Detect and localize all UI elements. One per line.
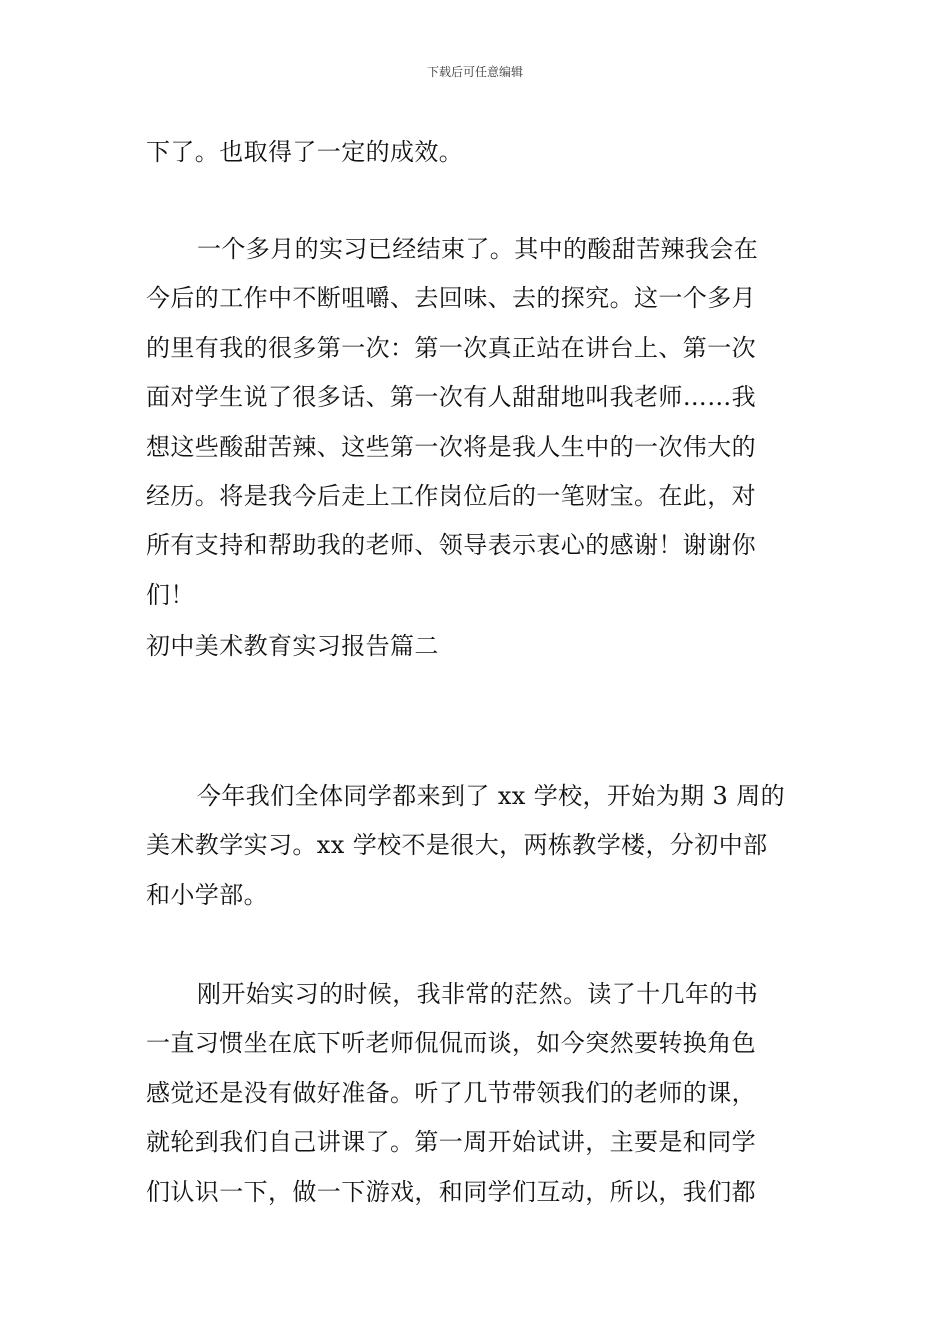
- page-header-note: 下载后可任意编辑: [426, 65, 523, 79]
- paragraph-internship-reflection: 一个多月的实习已经结束了。其中的酸甜苦辣我会在 今后的工作中不断咀嚼、去回味、去的探究。这一个多月 的里有我的很多第一次：第一次真正站在讲台上、第一次 面对学生说了很多话、第一次有人甜甜地叫我老师……我 想这些酸甜苦辣、这些第一次将是我人生中的一次伟大的 经历。将是我今后走上工作岗位后的一笔财宝。在此，对 所有支持和帮助我的老师、领导表示衷心的感谢！谢谢你 们！: [146, 235, 759, 609]
- paragraph-continuation: 下了。也取得了一定的成效。: [146, 138, 464, 166]
- paragraph-school-intro: 今年我们全体同学都来到了 xx 学校，开始为期 3 周的 美术教学实习。xx 学校不是很大，两栋教学楼，分初中部 和小学部。: [146, 782, 786, 909]
- paragraph-first-week: 刚开始实习的时候，我非常的茫然。读了十几年的书 一直习惯坐在底下听老师侃侃而谈，如今突然要转换角色 感觉还是没有做好准备。听了几节带领我们的老师的课， 就轮到我们自己讲课了。第一周开始试讲，主要是和同学 们认识一下，做一下游戏，和同学们互动，所以，我们都: [146, 980, 759, 1206]
- section-heading: 初中美术教育实习报告篇二: [146, 632, 439, 660]
